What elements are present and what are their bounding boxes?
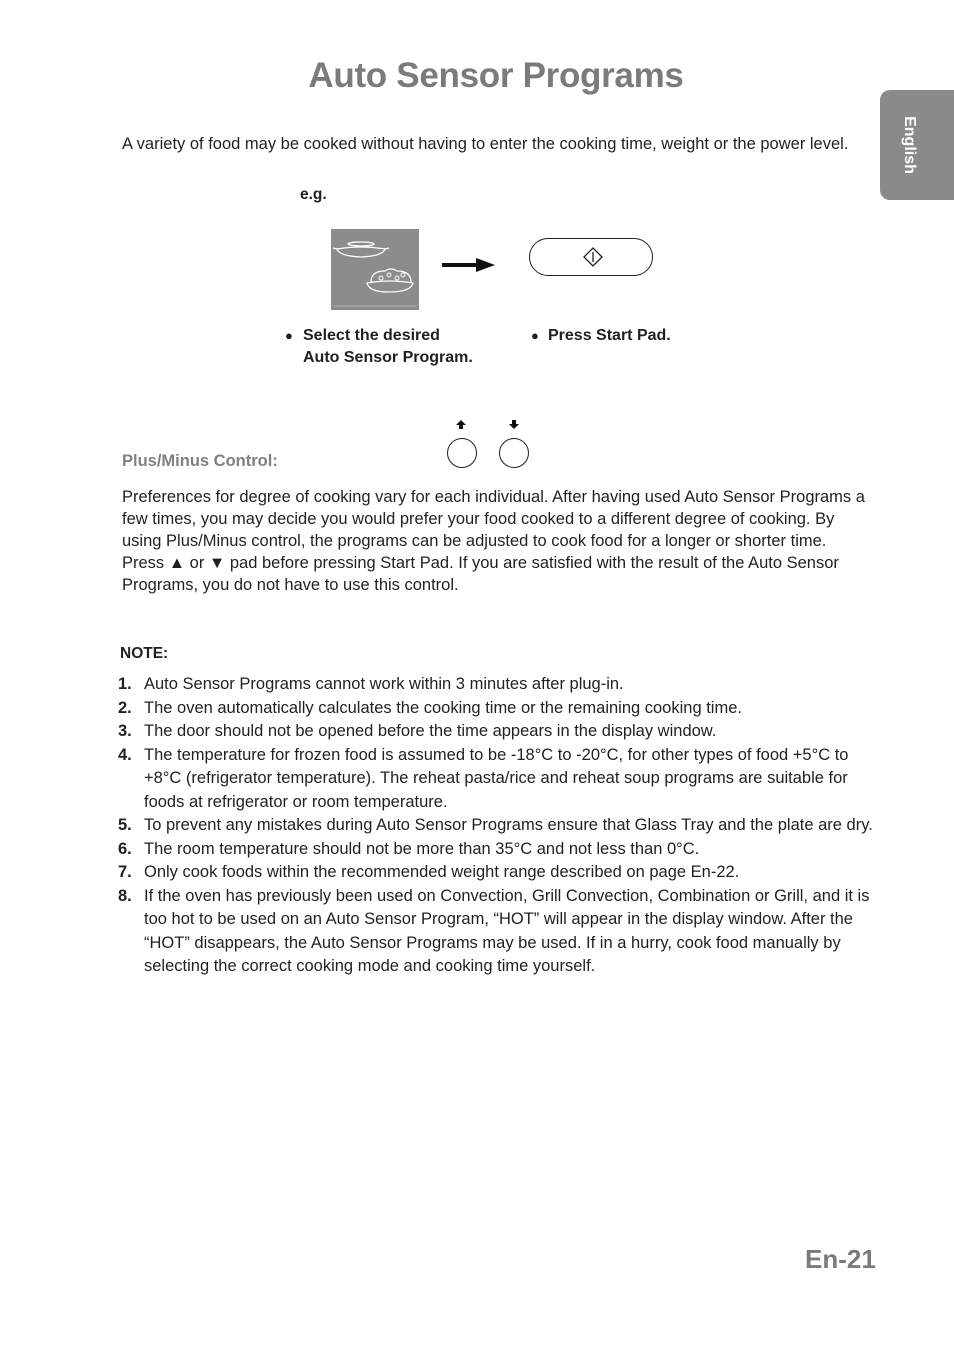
list-item	[118, 720, 878, 744]
item-number: 6.	[118, 839, 132, 858]
start-diamond-icon	[583, 247, 603, 267]
up-arrow-icon	[455, 418, 467, 430]
step-select-line2: Auto Sensor Program.	[303, 349, 473, 366]
plus-minus-heading: Plus/Minus Control:	[122, 452, 278, 470]
page-title: Auto Sensor Programs	[308, 56, 684, 95]
step-select-line1: Select the desired	[303, 327, 440, 344]
intro-text: A variety of food may be cooked without having to enter the cooking time, weight or the power level.	[122, 135, 849, 153]
step-press-start	[531, 325, 671, 347]
down-arrow-icon	[508, 418, 520, 430]
item-text: The oven automatically calculates the cooking time or the remaining cooking time.	[144, 698, 742, 717]
note-list	[118, 673, 878, 979]
step-select-program	[285, 325, 473, 369]
item-text: The door should not be opened before the time appears in the display window.	[144, 722, 717, 740]
list-item	[118, 814, 878, 838]
list-item	[118, 861, 878, 885]
plus-button[interactable]	[447, 438, 477, 468]
item-text: Only cook foods within the recommended weight range described on page En-22.	[144, 863, 740, 881]
language-tab	[880, 90, 954, 200]
start-pad-button[interactable]	[529, 238, 653, 276]
item-number: 1.	[118, 675, 132, 693]
bullet: ●	[531, 328, 539, 343]
item-text: Auto Sensor Programs cannot work within 3 minutes after plug-in.	[144, 675, 624, 693]
item-number: 7.	[118, 863, 132, 881]
item-number: 2.	[118, 698, 132, 717]
plus-minus-text: Preferences for degree of cooking vary for each individual. After having used Auto Sensor Programs a few times, you may decide you would prefer your food cooked to a different degree of cooking. By using Plus/Minus control, the programs can be adjusted to cook food for a longer or shorter time. Press ▲ or ▼ pad before pressing Start Pad. If you are satisfied with the result of the Auto Sensor Programs, you do not have to use this control.	[122, 488, 865, 594]
list-item	[118, 838, 878, 862]
page-number: En-21	[805, 1244, 876, 1274]
list-item	[118, 697, 878, 721]
item-number: 8.	[118, 886, 132, 905]
example-label: e.g.	[300, 186, 327, 203]
minus-button[interactable]	[499, 438, 529, 468]
language-tab-label: English	[901, 116, 918, 174]
list-item	[118, 744, 878, 815]
list-item	[118, 885, 878, 979]
food-dishes-icon	[331, 229, 419, 310]
bullet: ●	[285, 328, 293, 343]
list-item	[118, 673, 878, 697]
item-text: The room temperature should not be more than 35°C and not less than 0°C.	[144, 839, 700, 858]
step-press-start-text: Press Start Pad.	[548, 327, 671, 344]
item-number: 5.	[118, 816, 132, 834]
right-arrow-icon	[442, 255, 496, 280]
item-number: 3.	[118, 722, 132, 740]
item-number: 4.	[118, 745, 132, 764]
note-heading: NOTE:	[120, 645, 169, 662]
item-text: To prevent any mistakes during Auto Sensor Programs ensure that Glass Tray and the plate are dry.	[144, 816, 873, 834]
item-text: The temperature for frozen food is assumed to be -18°C to -20°C, for other types of food +5°C to +8°C (refrigerator temperature). The reheat pasta/rice and reheat soup programs are suitable for foods at refrigerator or room temperature.	[144, 745, 849, 811]
item-text: If the oven has previously been used on Convection, Grill Convection, Combination or Grill, and it is too hot to be used on an Auto Sensor Program, “HOT” will appear in the display window. After the “HOT” disappears, the Auto Sensor Programs may be used. If in a hurry, cook food manually by selecting the correct cooking mode and cooking time yourself.	[144, 886, 870, 975]
